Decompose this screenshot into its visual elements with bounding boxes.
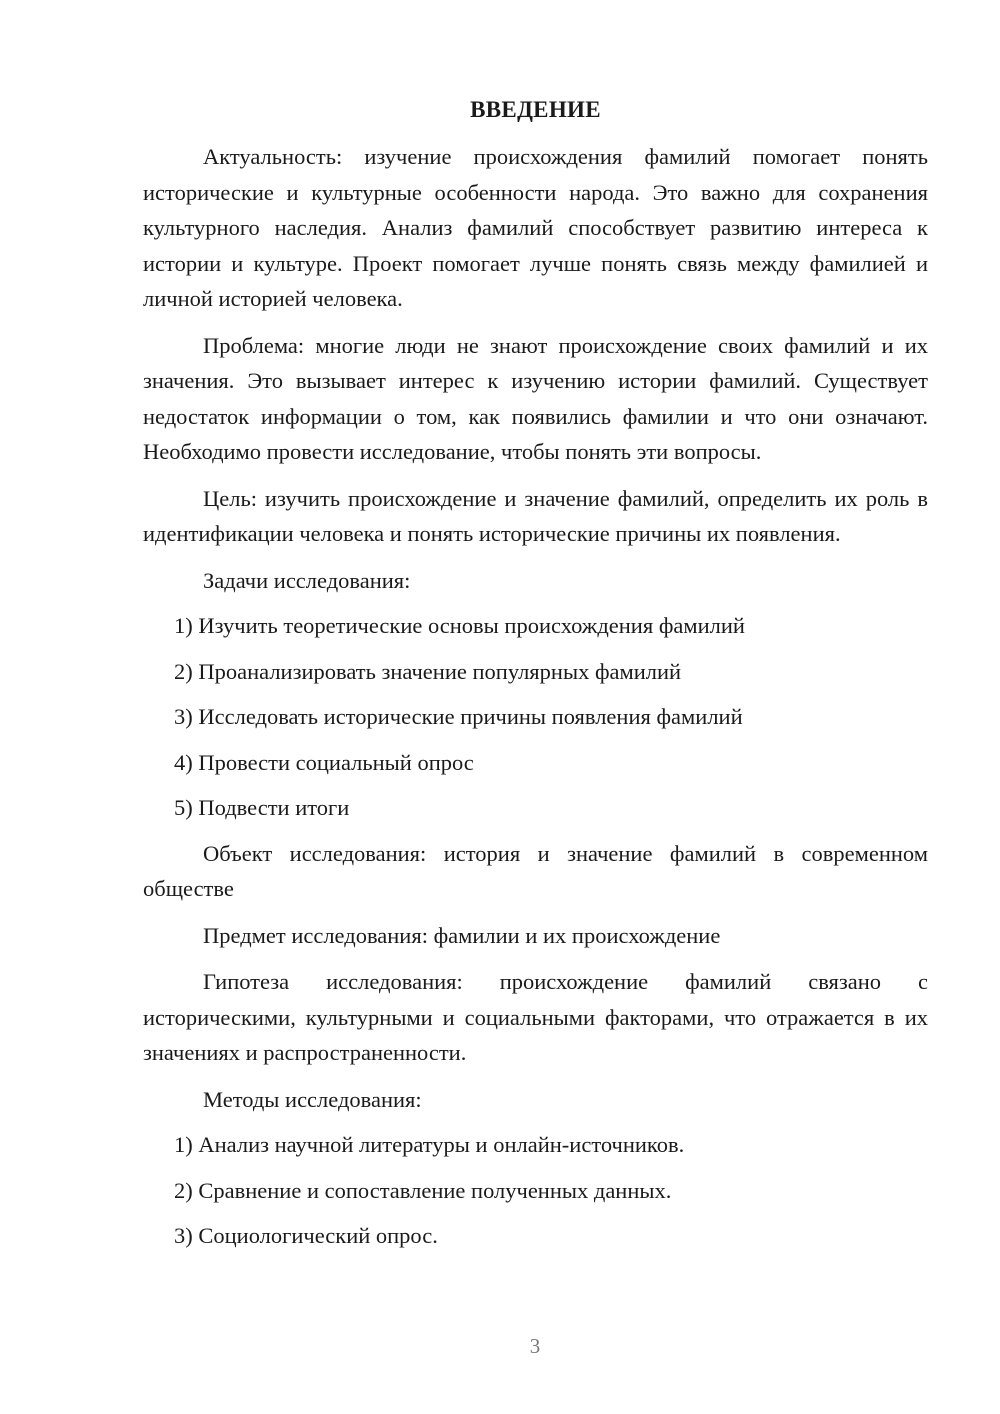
list-item: 2) Проанализировать значение популярных фамилий (174, 658, 682, 684)
document-body (143, 95, 928, 1254)
section-title: ВВЕДЕНИЕ (470, 97, 601, 122)
list-item: 3) Исследовать исторические причины появления фамилий (174, 704, 743, 729)
relevance-paragraph: Актуальность: изучение происхождения фамилий помогает понять исторические и культурные особенности народа. Это важно для сохранения культурного наследия. Анализ фамилий способствует развитию интереса к истории и культуре. Проект помогает лучше понять связь между фамилией и личной историей человека. (143, 144, 928, 311)
methods-list (143, 1127, 928, 1254)
methods-heading: Методы исследования: (203, 1086, 422, 1112)
problem-paragraph: Проблема: многие люди не знают происхождение своих фамилий и их значения. Это вызывает интерес к изучению истории фамилий. Существует недостаток информации о том, как появились фамилии и что они означают. Необходимо провести исследование, чтобы понять эти вопросы. (143, 332, 928, 464)
list-item: 5) Подвести итоги (174, 795, 350, 820)
list-item: 3) Социологический опрос. (174, 1223, 438, 1248)
subject-paragraph: Предмет исследования: фамилии и их происхождение (203, 922, 721, 948)
list-item: 2) Сравнение и сопоставление полученных данных. (174, 1177, 672, 1203)
goal-paragraph: Цель: изучить происхождение и значение фамилий, определить их роль в идентификации человека и понять исторические причины их появления. (143, 485, 928, 546)
hypothesis-paragraph: Гипотеза исследования: происхождение фамилий связано с историческими, культурными и социальными факторами, что отражается в их значениях и распространенности. (143, 969, 928, 1065)
object-paragraph: Объект исследования: история и значение фамилий в современном обществе (143, 840, 928, 901)
tasks-heading: Задачи исследования: (203, 567, 411, 593)
list-item: 1) Изучить теоретические основы происхождения фамилий (174, 613, 745, 638)
list-item: 1) Анализ научной литературы и онлайн-источников. (174, 1132, 685, 1157)
list-item: 4) Провести социальный опрос (174, 749, 474, 775)
tasks-list (143, 608, 928, 826)
page-number: 3 (529, 1334, 541, 1358)
